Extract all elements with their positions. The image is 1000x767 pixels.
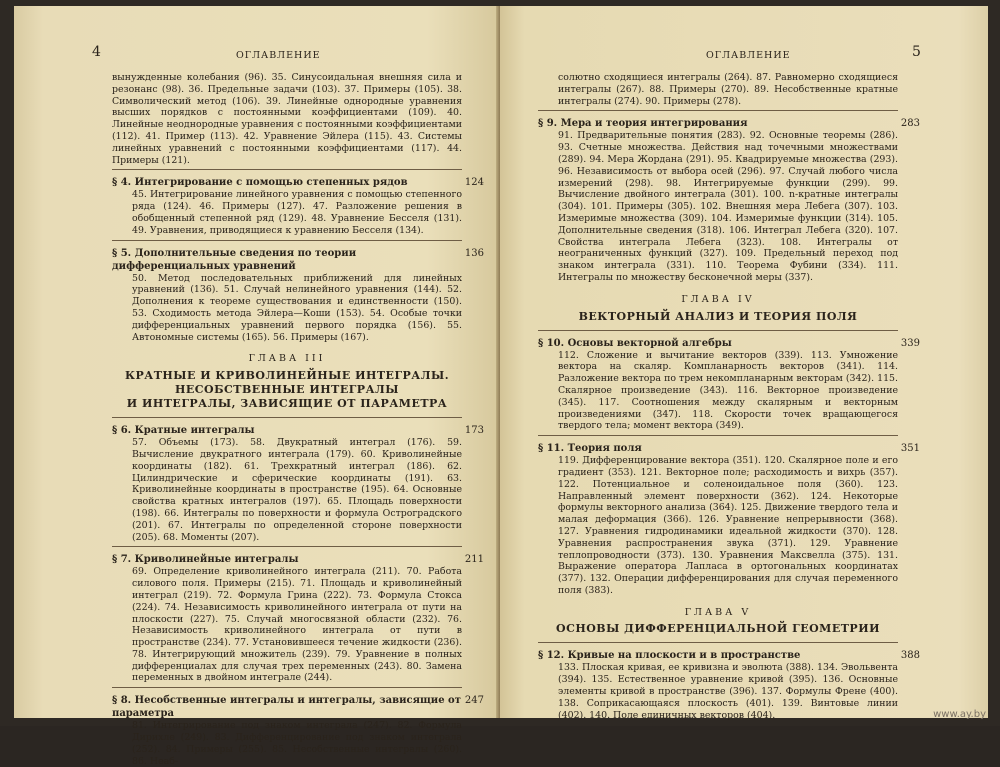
chapter-title-line: НЕСОБСТВЕННЫЕ ИНТЕГРАЛЫ: [175, 383, 399, 397]
toc-section-4: [112, 176, 484, 189]
divider: [112, 417, 462, 418]
toc-section-10: [538, 337, 920, 350]
toc-entry-text: 57. Объемы (173). 58. Двукратный интеграл (176). 59. Вычисление двукратного интеграла (179). 60. Криволинейные координаты (182). 61. Трехкратный интеграл (186). 62. Цилиндрические и сферические координаты (191). 63. Криволинейные координаты в пространстве (195). 64. Основные свойства кратных интегралов (197). 65. Площадь поверхности (198). 66. Интегралы по поверхности и формула Остроградского (201). 67. Интегралы по определенной стороне поверхности (205). 68. Моменты (207).: [132, 437, 462, 543]
divider: [112, 240, 462, 241]
toc-section-8: [112, 694, 484, 720]
chapter-title: [112, 369, 462, 411]
toc-entry-text: 69. Определение криволинейного интеграла (211). 70. Работа силового поля. Примеры (215). 71. Площадь и криволинейный интеграл (219). 72. Формула Грина (222). 73. Формула Стокса (224). 74. Независимость криволинейного интеграла от пути на плоскости (227). 75. Случай многосвязной области (232). 76. Независимость криволинейного интеграла от пути в пространстве (234). 77. Установившееся течение жидкости (236). 78. Интегрирующий множитель (239). 79. Уравнение в полных дифференциалах для случая трех переменных (243). 80. Замена переменных в двойном интеграле (244).: [132, 566, 462, 684]
page-number: 5: [912, 44, 921, 60]
left-page: [14, 6, 500, 767]
section-title: § 7. Криволинейные интегралы: [112, 554, 299, 566]
section-title: § 4. Интегрирование с помощью степенных рядов: [112, 177, 408, 189]
chapter-title-line: И ИНТЕГРАЛЫ, ЗАВИСЯЩИЕ ОТ ПАРАМЕТРА: [126, 397, 448, 411]
divider: [112, 169, 462, 170]
section-page: 283: [900, 118, 920, 130]
chapter-label: ГЛАВА V: [684, 606, 752, 618]
divider: [112, 546, 462, 547]
section-title: § 5. Дополнительные сведения по теории дифференциальных уравнений: [112, 247, 357, 272]
toc-section-11: [538, 442, 920, 455]
watermark: www.ay.by: [933, 709, 986, 720]
section-title: § 8. Несобственные интегралы и интегралы, зависящие от параметра: [112, 695, 461, 720]
toc-column-left: [112, 72, 484, 767]
divider: [538, 642, 898, 643]
toc-entry-text: вынужденные колебания (96). 35. Синусоидальная внешняя сила и резонанс (98). 36. Предельные задачи (103). 37. Примеры (105). 38. Символический метод (106). 39. Линейные однородные уравнения высших порядков с постоянными коэффициентами (109). 40. Линейные неоднородные уравнения с постоянными коэффициентами (112). 41. Пример (113). 42. Уравнение Эйлера (115). 43. Системы линейных уравнений с постоянными коэффициентами (117). 44. Примеры (121).: [112, 72, 462, 166]
page-number: 4: [92, 44, 101, 60]
divider: [538, 330, 898, 331]
section-page: 388: [900, 650, 920, 662]
toc-entry-text: 91. Предварительные понятия (283). 92. Основные теоремы (286). 93. Счетные множества. Действия над точечными множествами (289). 94. Мера Жордана (291). 95. Квадрируемые множества (293). 96. Независимость от выбора осей (296). 97. Случай любого числа измерений (298). 98. Интегрируемые функции (299). 99. Вычисление двойного интеграла (301). 100. n-кратные интегралы (304). 101. Примеры (305). 102. Внешняя мера Лебега (307). 103. Измеримые множества (309). 104. Измеримые функции (314). 105. Дополнительные сведения (318). 106. Интеграл Лебега (320). 107. Свойства интеграла Лебега (323). 108. Интегралы от неограниченных функций (327). 109. Предельный переход под знаком интеграла (331). 110. Теорема Фубини (334). 111. Интегралы по множеству бесконечной меры (337).: [558, 130, 898, 283]
running-header: ОГЛАВЛЕНИЕ: [236, 50, 321, 61]
section-page: 247: [464, 695, 484, 707]
toc-entry-text: 50. Метод последовательных приближений для линейных уравнений (136). 51. Случай нелинейного уравнения (144). 52. Дополнения к теореме существования и единственности (150). 53. Сходимость метода Эйлера—Коши (153). 54. Особые точки дифференциальных уравнений первого порядка (156). 55. Автономные системы (165). 56. Примеры (167).: [132, 272, 462, 343]
section-title: § 10. Основы векторной алгебры: [538, 337, 732, 349]
chapter-title: ОСНОВЫ ДИФФЕРЕНЦИАЛЬНОЙ ГЕОМЕТРИИ: [556, 622, 880, 636]
toc-entry-text: 133. Плоская кривая, ее кривизна и эволюта (388). 134. Эвольвента (394). 135. Естественное уравнение кривой (395). 136. Основные элементы кривой в пространстве (396). 137. Формулы Френе (400). 138. Соприкасающаяся плоскость (401). 139. Винтовые линии (402). 140. Поле единичных векторов (404).: [558, 662, 898, 721]
chapter-label: ГЛАВА III: [248, 353, 326, 365]
toc-entry-text: 119. Дифференцирование вектора (351). 120. Скалярное поле и его градиент (353). 121. Векторное поле; расходимость и вихрь (357). 122. Потенциальное и соленоидальное поля (360). 123. Направленный элемент поверхности (362). 124. Некоторые формулы векторного анализа (364). 125. Движение твердого тела и малая деформация (366). 126. Уравнение непрерывности (368). 127. Уравнения гидродинамики идеальной жидкости (370). 128. Уравнения распространения звука (371). 129. Уравнение теплопроводности (373). 130. Уравнения Максвелла (375). 131. Выражение оператора Лапласа в ортогональных координатах (377). 132. Операции дифференцирования для случая переменного поля (383).: [558, 455, 898, 596]
toc-entry-text: 81. Интегрирование под знаком интеграла (247). 82. Формула Дирихле (249). 83. Дифференцирование под знаком интеграла (252). 84. Примеры (255). 85. Несобственные интегралы (260). 86. Неаб-: [132, 720, 462, 767]
running-header: ОГЛАВЛЕНИЕ: [706, 50, 791, 61]
toc-section-12: [538, 649, 920, 662]
section-page: 351: [900, 443, 920, 455]
toc-entry-text: солютно сходящиеся интегралы (264). 87. Равномерно сходящиеся интегралы (267). 88. Примеры (270). 89. Несобственные кратные интегралы (274). 90. Примеры (278).: [558, 72, 898, 107]
chapter-title-line: КРАТНЫЕ И КРИВОЛИНЕЙНЫЕ ИНТЕГРАЛЫ.: [124, 369, 450, 383]
section-page: 211: [464, 554, 484, 566]
section-title: § 11. Теория поля: [538, 443, 642, 455]
toc-entry-text: 112. Сложение и вычитание векторов (339). 113. Умножение вектора на скаляр. Компланарность векторов (341). 114. Разложение вектора по трем некомпланарным векторам (342). 115. Скалярное произведение (343). 116. Векторное произведение (345). 117. Соотношения между скалярным и векторным произведениями (347). 118. Скорости точек вращающегося твердого тела; момент вектора (349).: [558, 349, 898, 432]
section-title: § 9. Мера и теория интегрирования: [538, 118, 748, 130]
section-page: 339: [900, 337, 920, 349]
chapter-label: ГЛАВА IV: [681, 293, 755, 305]
section-title: § 6. Кратные интегралы: [112, 425, 255, 437]
toc-entry-text: 45. Интегрирование линейного уравнения с помощью степенного ряда (124). 46. Примеры (127). 47. Разложение решения в обобщенный степенной ряд (129). 48. Уравнение Бесселя (131). 49. Уравнения, приводящиеся к уравнению Бесселя (134).: [132, 189, 462, 236]
section-page: 173: [464, 425, 484, 437]
section-page: 124: [464, 177, 484, 189]
section-page: 136: [464, 247, 484, 259]
chapter-title: ВЕКТОРНЫЙ АНАЛИЗ И ТЕОРИЯ ПОЛЯ: [578, 309, 858, 323]
right-page: [500, 6, 988, 721]
section-title: § 12. Кривые на плоскости и в пространстве: [538, 650, 801, 662]
toc-section-7: [112, 553, 484, 566]
toc-section-9: [538, 117, 920, 130]
divider: [112, 687, 462, 688]
toc-section-6: [112, 424, 484, 437]
toc-section-5: [112, 247, 484, 273]
toc-column-right: [538, 72, 920, 721]
divider: [538, 110, 898, 111]
divider: [538, 435, 898, 436]
